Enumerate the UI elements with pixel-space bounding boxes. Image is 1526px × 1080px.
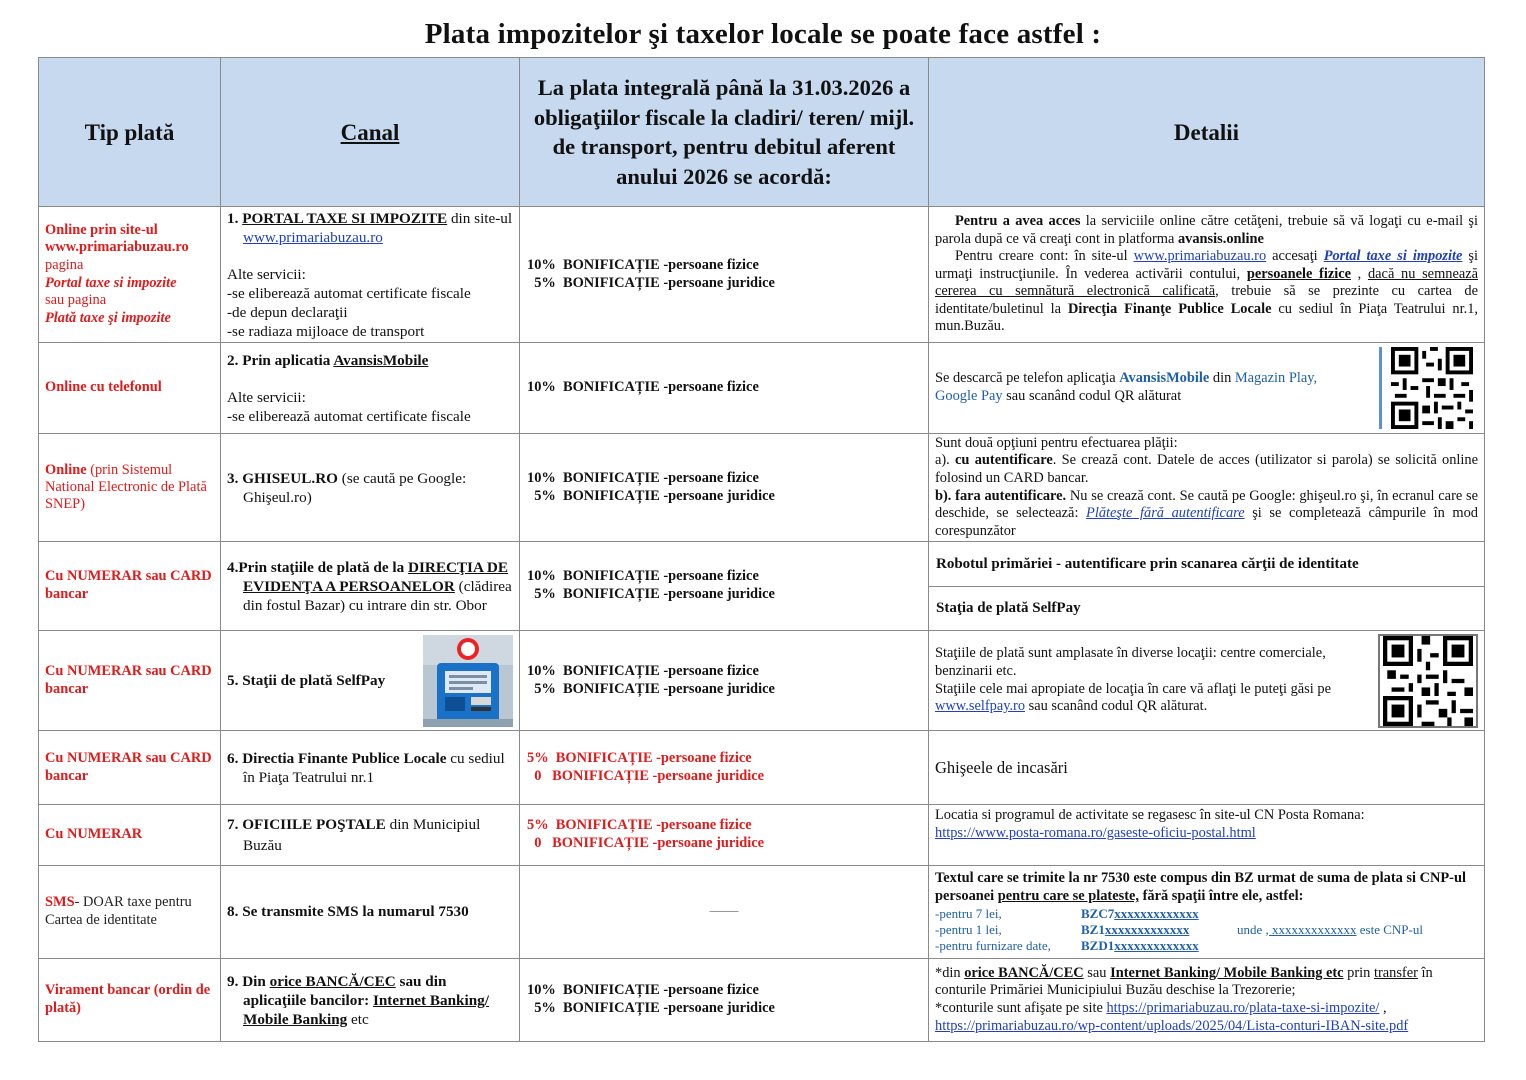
detalii-cell xyxy=(929,542,1485,631)
header-tip-plata: Tip plată xyxy=(39,58,221,207)
statia-selfpay-label: Staţia de plată SelfPay xyxy=(936,600,1081,616)
robot-primarie-label: Robotul primăriei - autentificare prin scanarea cărţii de identitate xyxy=(929,542,1484,587)
plata-taxe-link[interactable]: https://primariabuzau.ro/plata-taxe-si-impozite/ xyxy=(1106,1000,1380,1016)
table-row xyxy=(39,542,1485,631)
detalii-cell: Sunt două opţiuni pentru efectuarea plăţii: a). cu autentificare. Se crează cont. Datele de acces (utilizator si parola) se solicită online folosind un CARD bancar. b). fara autentificare. Nu se crează cont. Se caută pe Google: ghişeul.ro şi, în ecranul care se deschide, se selectează: Plăteşte fără autentificare şi se completează câmpurile în mod corespunzător xyxy=(929,434,1485,542)
canal-cell: 2. Prin aplicatia AvansisMobile Alte servicii: -se eliberează automat certificate fiscale xyxy=(221,343,520,434)
sms-code-row: -pentru furnizare date, BZD1xxxxxxxxxxxxx xyxy=(935,937,1199,953)
qr-code-icon[interactable] xyxy=(1378,634,1478,728)
canal-cell: 3. GHISEUL.RO (se caută pe Google: Ghişeul.ro) xyxy=(221,434,520,542)
table-row xyxy=(39,731,1485,805)
detalii-cell: Pentru a avea acces la serviciile online către cetăţeni, trebuie să vă logaţi cu e-mail şi parola după ce vă creaţi cont in platforma avansis.online Pentru creare cont: în site-ul www.primariabuzau.ro accesaţi Portal taxe si impozite şi urmaţi instrucţiunile. În vederea activării contului, persoanele fizice , dacă nu semnează cererea cu semnătură electronică calificată, trebuie să se prezinte cu cartea de identitate/buletinul la Direcţia Finanţe Publice Locale cu sediul în Piaţa Teatrului nr.1, mun.Buzău. xyxy=(929,207,1485,343)
bonificatie-cell: 10% BONIFICAȚIE -persoane fizice 5% BONIFICAȚIE -persoane juridice xyxy=(520,631,929,731)
selfpay-link[interactable]: www.selfpay.ro xyxy=(935,698,1026,715)
sms-code-row: -pentru 1 lei, BZ1xxxxxxxxxxxxx unde , xxxxxxxxxxxxx este CNP-ul xyxy=(935,921,1423,937)
table-row xyxy=(39,866,1485,959)
tip-plata-cell: Cu NUMERAR xyxy=(39,805,221,866)
primariabuzau-link[interactable]: www.primariabuzau.ro xyxy=(243,228,383,246)
tip-plata-cell: Online (prin Sistemul National Electronic de Plată SNEP) xyxy=(39,434,221,542)
header-bonificatie: La plata integrală până la 31.03.2026 a obligaţiilor fiscale la cladiri/ teren/ mijl. de transport, pentru debitul aferent anului 2026 se acordă: xyxy=(520,58,929,207)
lista-conturi-iban-link[interactable]: https://primariabuzau.ro/wp-content/uploads/2025/04/Lista-conturi-IBAN-site.pdf xyxy=(935,1017,1409,1034)
tip-plata-cell: Cu NUMERAR sau CARD bancar xyxy=(39,731,221,805)
bonificatie-cell: —— xyxy=(520,866,929,959)
plateste-fara-autentificare-link[interactable]: Plăteşte fără autentificare xyxy=(1086,505,1245,522)
tip-plata-cell: SMS- DOAR taxe pentru Cartea de identitate xyxy=(39,866,221,959)
tip-plata-cell: Online prin site-ul www.primariabuzau.ro pagina Portal taxe si impozite sau pagina Plată taxe şi impozite xyxy=(39,207,221,343)
table-row xyxy=(39,343,1485,434)
table-row xyxy=(39,631,1485,731)
table-row xyxy=(39,959,1485,1042)
detalii-cell: Textul care se trimite la nr 7530 este compus din BZ urmat de suma de plata si CNP-ul persoanei pentru care se plateste, fără spaţii între ele, astfel: -pentru 7 lei, BZC7xxxxxxxxxxxxx -pentru 1 lei, BZ1xxxxxxxxxxxxx unde , xxxxxxxxxxxxx este CNP-ul -pentru furnizare date, BZD1xxxxxxxxxxxxx xyxy=(929,866,1485,959)
payment-methods-table xyxy=(38,57,1485,1042)
bonificatie-cell: 10% BONIFICAȚIE -persoane fizice 5% BONIFICAȚIE -persoane juridice xyxy=(520,207,929,343)
table-header-row xyxy=(39,58,1485,207)
sms-codes-table xyxy=(935,906,1478,954)
portal-taxe-link[interactable]: PORTAL TAXE SI IMPOZITE xyxy=(242,209,448,227)
table-row xyxy=(39,207,1485,343)
bonificatie-cell: 10% BONIFICAȚIE -persoane fizice xyxy=(520,343,929,434)
bonificatie-cell: 10% BONIFICAȚIE -persoane fizice 5% BONIFICAȚIE -persoane juridice xyxy=(520,434,929,542)
table-row xyxy=(39,805,1485,866)
canal-cell: 1. PORTAL TAXE SI IMPOZITE din site-ul www.primariabuzau.ro Alte servicii: -se eliberează automat certificate fiscale -de depun declaraţii -se radiaza mijloace de transport xyxy=(221,207,520,343)
selfpay-kiosk-image xyxy=(423,635,513,727)
detalii-cell: Se descarcă pe telefon aplicaţia AvansisMobile din Magazin Play, Google Pay sau scanând codul QR alăturat xyxy=(929,343,1485,434)
sms-code-row: -pentru 7 lei, BZC7xxxxxxxxxxxxx xyxy=(935,905,1199,921)
detalii-cell: *din orice BANCĂ/CEC sau Internet Banking/ Mobile Banking etc prin transfer în conturile Primăriei Municipiului Buzău deschise la Trezorerie; *conturile sunt afişate pe site https://primariabuzau.ro/plata-taxe-si-impozite/ , https://primariabuzau.ro/wp-content/uploads/2025/04/Lista-conturi-IBAN-site.pdf xyxy=(929,959,1485,1042)
detalii-cell: Staţiile de plată sunt amplasate în diverse locaţii: centre comerciale, benzinarii etc. Staţiile cele mai apropiate de locaţia în care vă aflaţi le puteţi găsi pe www.selfpay.ro sau scanând codul QR alăturat. xyxy=(929,631,1485,731)
table-row xyxy=(39,434,1485,542)
page-title: Plata impozitelor şi taxelor locale se poate face astfel : xyxy=(424,18,1102,50)
detalii-cell: Locatia si programul de activitate se regasesc în site-ul CN Posta Romana: https://www.posta-romana.ro/gaseste-oficiu-postal.html xyxy=(929,805,1485,866)
header-canal: Canal xyxy=(221,58,520,207)
canal-cell: 4.Prin staţiile de plată de la DIRECŢIA DE EVIDENŢA A PERSOANELOR (clădirea din fostul Bazar) cu intrare din str. Obor xyxy=(221,542,520,631)
tip-plata-cell: Cu NUMERAR sau CARD bancar xyxy=(39,542,221,631)
canal-cell: 5. Staţii de plată SelfPay xyxy=(221,631,520,731)
bonificatie-cell: 10% BONIFICAȚIE -persoane fizice 5% BONIFICAȚIE -persoane juridice xyxy=(520,542,929,631)
tip-plata-cell: Cu NUMERAR sau CARD bancar xyxy=(39,631,221,731)
header-detalii: Detalii xyxy=(929,58,1485,207)
canal-cell: 8. Se transmite SMS la numarul 7530 xyxy=(221,866,520,959)
bonificatie-cell: 5% BONIFICAȚIE -persoane fizice 0 BONIFICAȚIE -persoane juridice xyxy=(520,805,929,866)
portal-taxe-link[interactable]: Portal taxe si impozite xyxy=(1323,248,1463,265)
tip-plata-cell: Online cu telefonul xyxy=(39,343,221,434)
canal-cell: 9. Din orice BANCĂ/CEC sau din aplicaţiile bancilor: Internet Banking/ Mobile Banking etc xyxy=(221,959,520,1042)
bonificatie-cell: 5% BONIFICAȚIE -persoane fizice 0 BONIFICAȚIE -persoane juridice xyxy=(520,731,929,805)
tip-plata-cell: Virament bancar (ordin de plată) xyxy=(39,959,221,1042)
qr-code-icon[interactable] xyxy=(1379,347,1476,429)
primariabuzau-link[interactable]: www.primariabuzau.ro xyxy=(1133,248,1267,265)
canal-cell: 7. OFICIILE POŞTALE din Municipiul Buzău xyxy=(221,805,520,866)
posta-romana-link[interactable]: https://www.posta-romana.ro/gaseste-oficiu-postal.html xyxy=(935,824,1256,841)
detalii-cell: Ghişeele de incasări xyxy=(929,731,1485,805)
bonificatie-cell: 10% BONIFICAȚIE -persoane fizice 5% BONIFICAȚIE -persoane juridice xyxy=(520,959,929,1042)
canal-cell: 6. Directia Finante Publice Locale cu sediul în Piaţa Teatrului nr.1 xyxy=(221,731,520,805)
